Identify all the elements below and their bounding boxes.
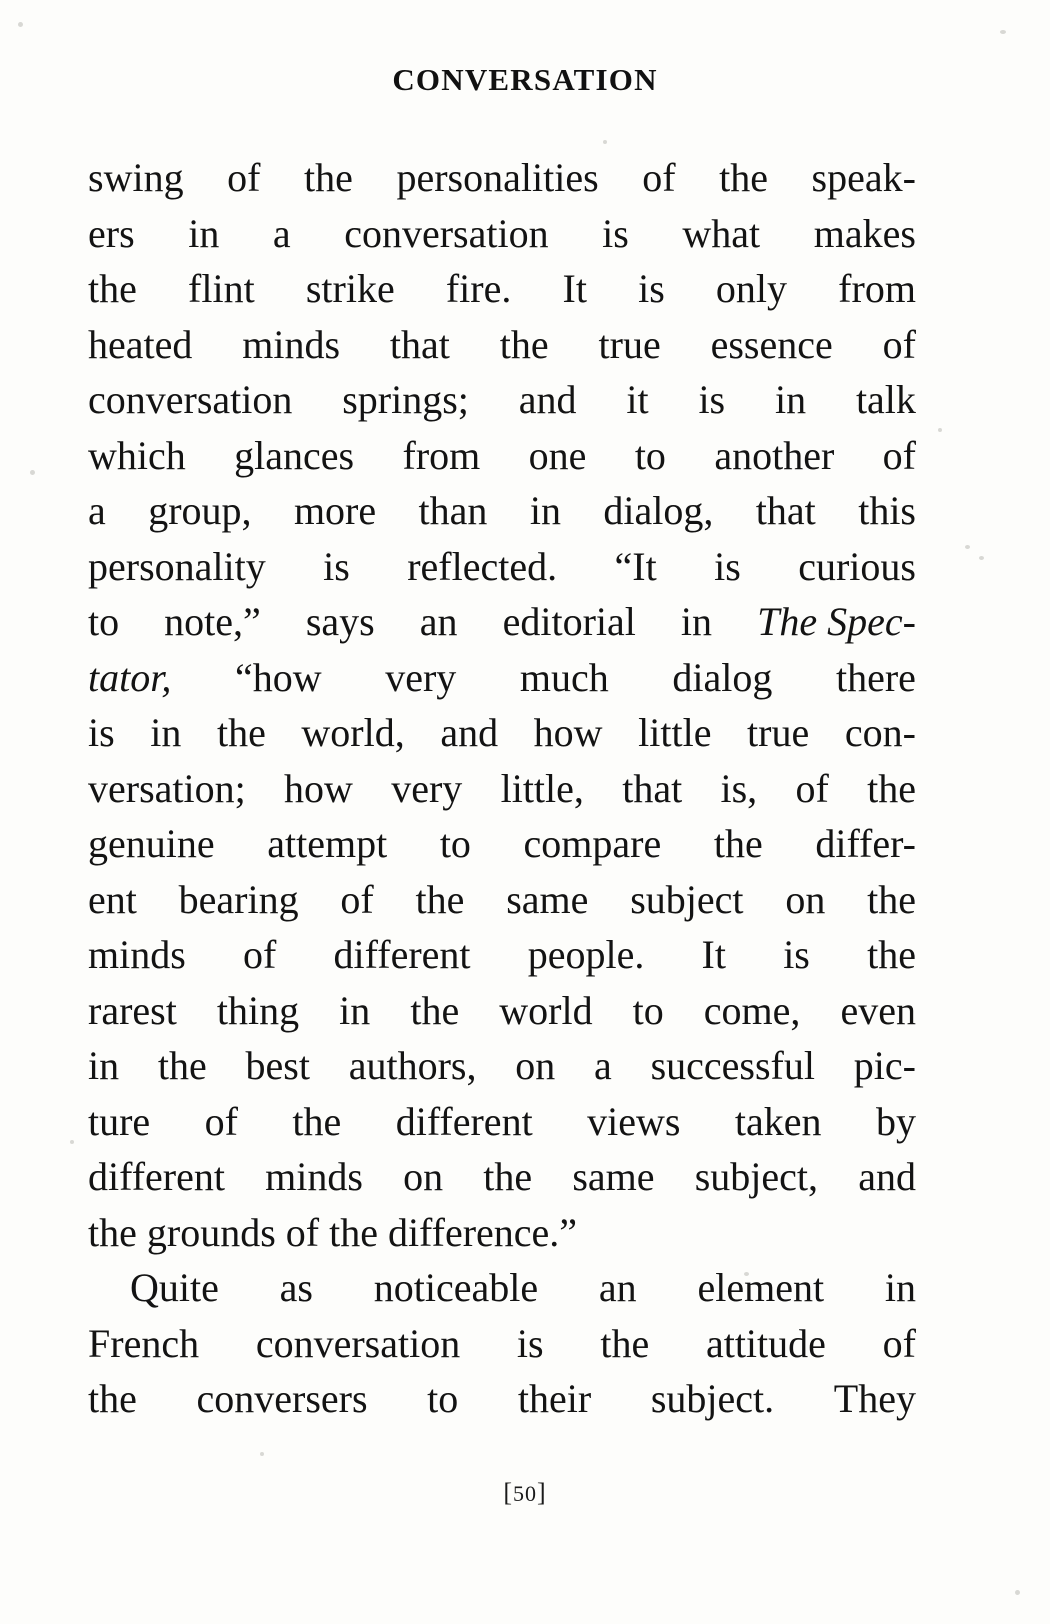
text-word: the [483, 1154, 533, 1199]
text-word: a [272, 210, 291, 256]
text-line [88, 1316, 916, 1372]
text-word: subject, [694, 1154, 819, 1199]
text-word: in [188, 210, 220, 256]
text-word: it [626, 377, 649, 422]
text-word: is [638, 266, 665, 311]
text-word: attempt [267, 821, 388, 866]
text-word: editorial [502, 599, 636, 644]
text-line [88, 816, 916, 872]
text-word: is [323, 543, 350, 589]
text-word: a [88, 488, 106, 533]
text-word: in [680, 599, 713, 644]
text-word: note,” [164, 599, 261, 644]
text-word: more [293, 488, 377, 533]
text-word: that [389, 321, 450, 367]
text-word: the [88, 1376, 137, 1421]
text-word: conversation [344, 210, 549, 256]
text-word: of [340, 876, 374, 922]
text-word: versation; [88, 765, 246, 811]
text-word: is [698, 377, 726, 422]
text-word: the [713, 821, 763, 866]
text-word: their [517, 1376, 592, 1421]
text-word: views [587, 1098, 681, 1144]
scan-speck [1015, 1590, 1020, 1595]
text-word: the [867, 932, 916, 977]
text-word: swing [88, 155, 184, 200]
page-folio [0, 1478, 1050, 1508]
scan-speck [260, 1452, 264, 1456]
text-line [88, 261, 916, 317]
text-word: successful [650, 1043, 815, 1088]
text-word: true [598, 321, 661, 367]
text-word: in [150, 710, 182, 755]
text-word: as [279, 1265, 313, 1310]
scan-speck [18, 22, 23, 27]
text-word: in [339, 987, 371, 1033]
folio-right-bracket: ] [537, 1478, 547, 1507]
text-word: attitude [705, 1320, 826, 1366]
text-word: in [529, 488, 561, 533]
text-word: noticeable [373, 1265, 539, 1310]
text-word: same [506, 876, 589, 922]
page-running-head: CONVERSATION [392, 62, 658, 97]
text-line [88, 539, 916, 595]
text-word: personality [88, 543, 266, 589]
text-word: of [882, 321, 916, 367]
text-word: another [714, 432, 835, 478]
text-word: They [833, 1376, 916, 1421]
text-line [88, 206, 916, 262]
scan-speck [979, 556, 984, 560]
text-word: how [284, 765, 353, 811]
text-word: an [598, 1265, 637, 1310]
text-word: tator, [88, 654, 172, 700]
text-word: bearing [178, 876, 299, 922]
text-word: the [410, 987, 460, 1033]
text-line [88, 1371, 916, 1427]
scan-speck [30, 470, 35, 475]
text-word: one [528, 432, 587, 478]
text-word: world, [301, 710, 405, 755]
text-word: people. [527, 932, 645, 977]
text-line [88, 1260, 916, 1316]
text-word: It [562, 266, 587, 311]
text-word: than [418, 488, 488, 533]
text-word: the [88, 266, 137, 311]
text-word: rarest [88, 987, 177, 1033]
text-word: this [858, 488, 916, 533]
text-word: minds [265, 1154, 363, 1199]
text-word: the [304, 155, 353, 200]
text-word: glances [234, 432, 355, 478]
text-line [88, 483, 916, 539]
text-word: minds [242, 321, 341, 367]
text-word: to [439, 821, 471, 866]
text-word: springs; [342, 377, 469, 422]
text-line [88, 150, 916, 206]
text-word: dialog [672, 654, 773, 700]
text-word: the grounds of the difference.” [88, 1209, 578, 1255]
text-line [88, 1038, 916, 1094]
text-line [88, 372, 916, 428]
text-word: makes [813, 210, 916, 256]
text-line [88, 650, 916, 706]
text-word: a [594, 1043, 612, 1088]
text-word: the [867, 876, 916, 922]
text-word: on [515, 1043, 556, 1088]
text-word: of [795, 765, 829, 811]
text-word: dialog, [603, 488, 714, 533]
folio-number: 50 [513, 1481, 537, 1506]
text-word: the [499, 321, 549, 367]
text-word: talk [855, 377, 916, 422]
text-word: the [216, 710, 266, 755]
text-word: come, [703, 987, 801, 1033]
scan-speck [70, 1140, 74, 1144]
text-word: speak- [811, 155, 916, 200]
text-word: how [533, 710, 603, 755]
text-word: is [783, 932, 810, 977]
text-word: pic- [853, 1043, 916, 1088]
text-word: is [88, 710, 115, 755]
text-word: which [88, 432, 186, 478]
text-line [88, 927, 916, 983]
text-word: from [838, 266, 916, 311]
text-word: little [638, 710, 712, 755]
text-word: strike [305, 266, 395, 311]
text-word: is [516, 1320, 544, 1366]
text-word: to [632, 987, 664, 1033]
text-word: fire. [445, 266, 512, 311]
text-word: ent [88, 876, 137, 922]
text-word: an [419, 599, 458, 644]
page-body-text [88, 150, 916, 1427]
text-word: world [499, 987, 593, 1033]
text-line [88, 1205, 916, 1261]
text-word: reflected. [407, 543, 558, 589]
text-line [88, 428, 916, 484]
text-word: and [440, 710, 499, 755]
text-word: the [719, 155, 768, 200]
text-word: that [755, 488, 816, 533]
text-word: on [785, 876, 826, 922]
text-word: element [697, 1265, 825, 1310]
text-word: curious [798, 543, 916, 589]
text-word: to [427, 1376, 459, 1421]
text-word: in [774, 377, 807, 422]
text-word: of [882, 432, 916, 478]
text-word: personalities [396, 155, 599, 200]
scan-speck [965, 545, 970, 549]
text-word: same [572, 1154, 655, 1199]
text-word: con- [844, 710, 916, 755]
text-word: different [395, 1098, 533, 1144]
text-word: of [642, 155, 676, 200]
text-word: Quite [130, 1265, 219, 1310]
text-word: much [519, 654, 609, 700]
text-word: and [858, 1154, 916, 1199]
text-word: different [333, 932, 471, 977]
text-word: very [391, 765, 463, 811]
text-word: only [715, 266, 788, 311]
text-word: to [634, 432, 666, 478]
text-word: says [305, 599, 375, 644]
text-word: thing [216, 987, 300, 1033]
text-word: best [245, 1043, 310, 1088]
text-word: “It [614, 543, 657, 589]
text-word: conversation [88, 377, 293, 422]
text-word: on [403, 1154, 444, 1199]
text-word: of [882, 1320, 916, 1366]
text-word: in [88, 1043, 120, 1088]
text-word: authors, [348, 1043, 477, 1088]
text-word: very [385, 654, 457, 700]
text-word: heated [88, 321, 193, 367]
text-line [88, 317, 916, 373]
scan-speck [1000, 30, 1006, 34]
text-word: the [157, 1043, 207, 1088]
text-word: from [402, 432, 481, 478]
text-word: of [243, 932, 277, 977]
text-word: flint [188, 266, 255, 311]
text-word: what [682, 210, 761, 256]
text-word: by [875, 1098, 916, 1144]
text-word: It [701, 932, 726, 977]
text-word: genuine [88, 821, 215, 866]
text-word: of [227, 155, 261, 200]
scan-speck [938, 428, 942, 432]
text-word: group, [148, 488, 252, 533]
text-word: compare [523, 821, 662, 866]
text-word: conversation [255, 1320, 461, 1366]
text-word: The Spec- [757, 599, 916, 644]
text-word: the [600, 1320, 650, 1366]
text-word: and [518, 377, 577, 422]
text-word: the [867, 765, 916, 811]
text-word: true [747, 710, 810, 755]
text-word: in [884, 1265, 916, 1310]
text-word: French [88, 1320, 200, 1366]
text-line [88, 705, 916, 761]
text-word: ers [88, 210, 135, 256]
text-line [88, 983, 916, 1039]
text-line [88, 594, 916, 650]
text-word: even [840, 987, 916, 1033]
text-word: “how [234, 654, 322, 700]
text-word: the [415, 876, 465, 922]
text-word: is [602, 210, 629, 256]
text-word: the [292, 1098, 342, 1144]
text-word: subject. [650, 1376, 775, 1421]
text-word: there [835, 654, 916, 700]
text-line [88, 872, 916, 928]
text-line [88, 1149, 916, 1205]
text-word: that [622, 765, 683, 811]
text-word: of [204, 1098, 238, 1144]
text-word: essence [710, 321, 833, 367]
text-line [88, 761, 916, 817]
text-word: is, [720, 765, 758, 811]
text-word: minds [88, 932, 186, 977]
text-word: subject [630, 876, 744, 922]
text-word: differ- [815, 821, 916, 866]
scan-speck [603, 140, 607, 144]
text-word: ture [88, 1098, 151, 1144]
text-line [88, 1094, 916, 1150]
text-word: is [714, 543, 741, 589]
text-word: to [88, 599, 120, 644]
text-word: conversers [196, 1376, 368, 1421]
text-word: taken [734, 1098, 822, 1144]
folio-left-bracket: [ [503, 1478, 513, 1507]
text-word: little, [500, 765, 584, 811]
text-word: different [88, 1154, 225, 1199]
